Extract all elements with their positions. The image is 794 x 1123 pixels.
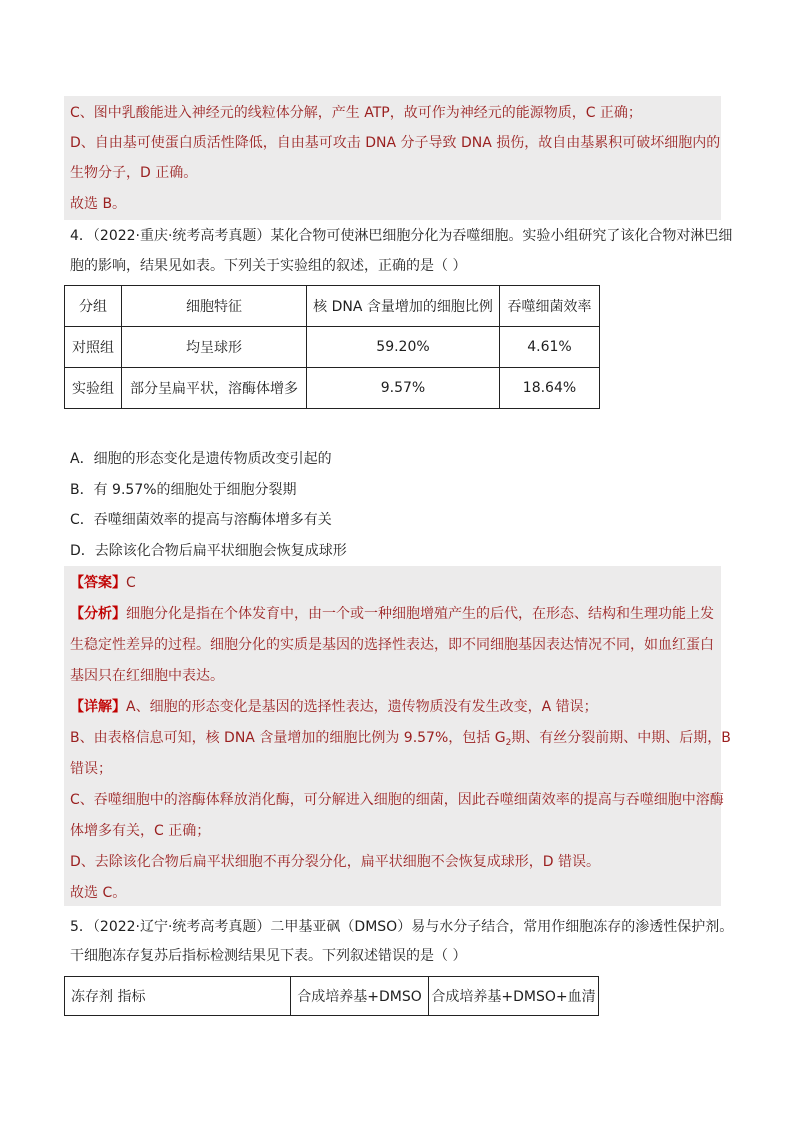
prev-answer-line: D、自由基可使蛋白质活性降低，自由基可攻击 DNA 分子导致 DNA 损伤，故自由基累积可破坏细胞内的 [70,135,721,151]
prev-answer-line: 故选 B。 [70,196,127,212]
q4-detail-c: C、吞噬细胞中的溶酶体释放消化酶，可分解进入细胞的细菌，因此吞噬细菌效率的提高与吞噬细胞中溶酶 [70,792,724,808]
subscript: 2 [505,738,512,748]
q5-stem: 5．（2022·辽宁·统考高考真题）二甲基亚砜（DMSO）易与水分子结合，常用作细胞冻存的渗透性保护剂。 [70,919,734,935]
table-cell: 均呈球形 [122,327,307,368]
q4-option-a: A．细胞的形态变化是遗传物质改变引起的 [70,451,332,467]
table-cell: 部分呈扁平状，溶酶体增多 [122,368,307,409]
q4-analysis-line: 生稳定性差异的过程。细胞分化的实质是基因的选择性表达，即不同细胞基因表达情况不同，如血红蛋白 [70,637,714,653]
table-cell: 9.57% [307,368,500,409]
analysis-text: 细胞分化是指在个体发育中，由一个或一种细胞增殖产生的后代，在形态、结构和生理功能上发 [126,606,714,622]
q4-option-c: C．吞噬细菌效率的提高与溶酶体增多有关 [70,512,332,528]
q4-stem: 胞的影响，结果见如表。下列关于实验组的叙述，正确的是（ ） [70,258,467,274]
prev-answer-line: 生物分子，D 正确。 [70,165,198,181]
table-header-row [65,286,600,327]
q4-detail-line: 体增多有关，C 正确； [70,823,211,839]
table-cell: 对照组 [65,327,122,368]
q4-option-d: D．去除该化合物后扁平状细胞会恢复成球形 [70,543,347,559]
q4-detail [70,697,598,717]
q4-conclusion: 故选 C。 [70,885,127,901]
table-cell: 59.20% [307,327,500,368]
detail-b-text: B、由表格信息可知，核 DNA 含量增加的细胞比例为 9.57%，包括 G [70,730,506,746]
analysis-tag: 【分析】 [70,606,126,622]
table-header-cell: 吞噬细菌效率 [500,286,600,327]
q4-detail-line: 错误； [70,761,112,777]
table-cell: 18.64% [500,368,600,409]
q4-answer [70,573,136,593]
table-header-cell: 细胞特征 [122,286,307,327]
q4-table [64,285,600,409]
answer-tag: 【答案】 [70,575,126,591]
table-header-cell: 合成培养基+DMSO [291,977,429,1016]
q4-stem: 4．（2022·重庆·统考高考真题）某化合物可使淋巴细胞分化为吞噬细胞。实验小组研究了该化合物对淋巴细 [70,228,733,244]
table-header-cell: 分组 [65,286,122,327]
q4-detail-b [70,728,731,753]
table-row [65,368,600,409]
q5-table [64,976,599,1016]
table-cell: 4.61% [500,327,600,368]
prev-answer-line: C、图中乳酸能进入神经元的线粒体分解，产生 ATP，故可作为神经元的能源物质，C 正确； [70,105,642,121]
detail-tag: 【详解】 [70,699,126,715]
q4-analysis [70,604,714,624]
table-header-cell: 冻存剂 指标 [65,977,291,1016]
q4-option-b: B．有 9.57%的细胞处于细胞分裂期 [70,482,297,498]
q4-analysis-line: 基因只在红细胞中表达。 [70,668,224,684]
detail-b-text: 期、有丝分裂前期、中期、后期，B [511,730,731,746]
table-header-row [65,977,599,1016]
answer-value: C [126,575,136,591]
q4-detail-d: D、去除该化合物后扁平状细胞不再分裂分化，扁平状细胞不会恢复成球形，D 错误。 [70,854,601,870]
table-cell: 实验组 [65,368,122,409]
q5-stem: 干细胞冻存复苏后指标检测结果见下表。下列叙述错误的是（ ） [70,948,467,964]
table-header-cell: 合成培养基+DMSO+血清 [429,977,599,1016]
table-row [65,327,600,368]
detail-text: A、细胞的形态变化是基因的选择性表达，遗传物质没有发生改变，A 错误； [126,699,598,715]
table-header-cell: 核 DNA 含量增加的细胞比例 [307,286,500,327]
